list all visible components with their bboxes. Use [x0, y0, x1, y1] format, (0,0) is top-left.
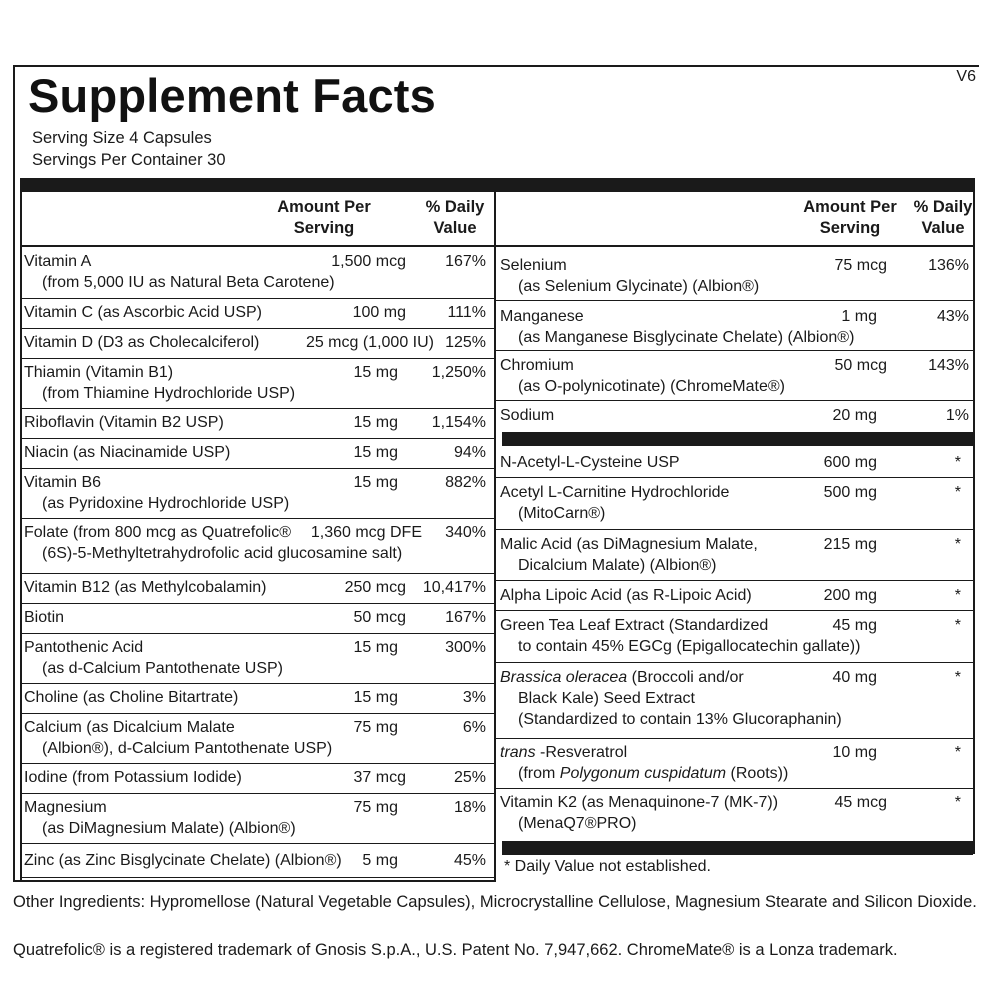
nutrient-name: Vitamin B6 (as Pyridoxine Hydrochloride USP): [24, 474, 290, 512]
nutrient-dv: *: [954, 484, 961, 501]
other-ingredients: Other Ingredients: Hypromellose (Natural Vegetable Capsules), Microcrystalline Cellulose, Magnesium Stearate and Silicon Dioxide.: [13, 893, 977, 911]
nutrient-dv: *: [954, 536, 961, 553]
nutrient-name: Calcium (as Dicalcium Malate (Albion®), d-Calcium Pantothenate USP): [24, 719, 333, 757]
list-item: [20, 844, 494, 878]
list-item: [496, 530, 973, 581]
list-item: [20, 764, 494, 794]
nutrient-dv: *: [954, 744, 961, 761]
nutrient-dv: 882%: [445, 474, 486, 491]
list-item: [20, 519, 494, 574]
list-item: [20, 329, 494, 359]
nutrient-dv: 18%: [453, 799, 486, 816]
nutrient-name: trans -Resveratrol (from Polygonum cuspidatum (Roots)): [500, 744, 789, 782]
nutrient-amount: 45 mcg: [834, 794, 887, 811]
nutrient-name: Chromium (as O-polynicotinate) (ChromeMate®): [500, 357, 785, 395]
list-item: [20, 469, 494, 519]
nutrient-name: Vitamin A (from 5,000 IU as Natural Beta Carotene): [24, 253, 335, 291]
daily-value-footnote: * Daily Value not established.: [504, 858, 711, 875]
nutrient-name: Thiamin (Vitamin B1) (from Thiamine Hydrochloride USP): [24, 364, 296, 402]
nutrient-dv: 1%: [945, 407, 969, 424]
nutrient-name: Vitamin B12 (as Methylcobalamin): [24, 579, 267, 596]
list-item: [20, 634, 494, 684]
list-item: [20, 359, 494, 409]
list-item: [496, 301, 973, 351]
panel-bottom-border: [13, 880, 496, 882]
nutrient-dv: *: [954, 617, 961, 634]
left-dv-header: % Daily Value: [425, 198, 485, 237]
list-item: [496, 248, 973, 301]
nutrient-amount: 15 mg: [353, 414, 398, 431]
nutrient-amount: 1,500 mcg: [331, 253, 406, 270]
list-item: [20, 714, 494, 764]
nutrient-name: Manganese (as Manganese Bisglycinate Chelate) (Albion®): [500, 308, 855, 346]
left-header-rule: [20, 245, 494, 247]
nutrient-name: Malic Acid (as DiMagnesium Malate, Dicalcium Malate) (Albion®): [500, 536, 758, 574]
nutrient-amount: 500 mg: [823, 484, 877, 501]
right-other-ingredient-list: [496, 447, 973, 841]
list-item: [20, 604, 494, 634]
trademark-notice: Quatrefolic® is a registered trademark of Gnosis S.p.A., U.S. Patent No. 7,947,662. ChromeMate® is a Lonza trademark.: [13, 941, 898, 959]
right-border: [973, 192, 975, 854]
nutrient-name: Biotin: [24, 609, 65, 626]
nutrient-amount: 37 mcg: [353, 769, 406, 786]
nutrient-name: Selenium (as Selenium Glycinate) (Albion®): [500, 257, 760, 295]
list-item: [496, 581, 973, 611]
list-item: [496, 351, 973, 401]
nutrient-amount: 15 mg: [353, 474, 398, 491]
nutrient-dv: 111%: [447, 304, 486, 321]
nutrient-name: Iodine (from Potassium Iodide): [24, 769, 242, 786]
nutrient-dv: 43%: [936, 308, 969, 325]
nutrient-name: Vitamin C (as Ascorbic Acid USP): [24, 304, 263, 321]
nutrient-amount: 50 mcg: [834, 357, 887, 374]
nutrient-name: Acetyl L-Carnitine Hydrochloride (MitoCarn®): [500, 484, 730, 522]
nutrient-name: Choline (as Choline Bitartrate): [24, 689, 239, 706]
list-item: [20, 439, 494, 469]
nutrient-dv: 45%: [453, 852, 486, 869]
nutrient-amount: 1,360 mcg DFE: [310, 524, 422, 541]
nutrient-amount: 20 mg: [832, 407, 877, 424]
nutrient-dv: 143%: [928, 357, 969, 374]
nutrient-dv: 125%: [445, 334, 486, 351]
nutrient-name: N-Acetyl-L-Cysteine USP: [500, 454, 680, 471]
right-bottom-divider-bar: [502, 841, 973, 855]
list-item: [20, 794, 494, 844]
nutrient-amount: 215 mg: [823, 536, 877, 553]
nutrient-amount: 50 mcg: [353, 609, 406, 626]
list-item: [20, 409, 494, 439]
nutrient-amount: 5 mg: [362, 852, 398, 869]
list-item: [496, 611, 973, 663]
nutrient-dv: 300%: [445, 639, 486, 656]
nutrient-amount: 10 mg: [832, 744, 877, 761]
right-amount-header: Amount Per Serving: [803, 198, 897, 237]
list-item: [496, 789, 973, 841]
nutrient-dv: 94%: [453, 444, 486, 461]
list-item: [496, 447, 973, 478]
nutrient-name: Pantothenic Acid (as d-Calcium Pantothenate USP): [24, 639, 283, 677]
right-header-rule: [496, 245, 974, 247]
nutrient-name: Magnesium (as DiMagnesium Malate) (Albion®): [24, 799, 296, 837]
nutrient-dv: 1,250%: [431, 364, 486, 381]
nutrient-name: Alpha Lipoic Acid (as R-Lipoic Acid): [500, 587, 752, 604]
right-mineral-list: [496, 248, 973, 432]
nutrient-amount: 40 mg: [832, 669, 877, 686]
nutrient-dv: 3%: [462, 689, 486, 706]
nutrient-amount: 100 mg: [352, 304, 406, 321]
nutrient-dv: 340%: [445, 524, 486, 541]
nutrient-dv: *: [954, 794, 961, 811]
nutrient-dv: *: [954, 669, 961, 686]
nutrient-amount: 15 mg: [353, 444, 398, 461]
right-mid-divider-bar: [502, 432, 973, 446]
left-nutrient-list: [20, 248, 494, 882]
servings-per-container: Servings Per Container 30: [32, 151, 226, 169]
nutrient-amount: 75 mg: [353, 799, 398, 816]
panel-title: Supplement Facts: [28, 69, 437, 122]
nutrient-name: Vitamin K2 (as Menaquinone-7 (MK-7)) (MenaQ7®PRO): [500, 794, 779, 832]
nutrient-amount: 250 mcg: [344, 579, 406, 596]
nutrient-dv: 6%: [462, 719, 486, 736]
nutrient-dv: 136%: [928, 257, 969, 274]
nutrient-dv: 10,417%: [422, 579, 486, 596]
nutrient-name: Sodium: [500, 407, 555, 424]
nutrient-name: Riboflavin (Vitamin B2 USP): [24, 414, 224, 431]
nutrient-dv: 167%: [445, 609, 486, 626]
nutrient-amount: 45 mg: [832, 617, 877, 634]
version-label: V6: [956, 68, 976, 85]
nutrient-name: Green Tea Leaf Extract (Standardized to contain 45% EGCg (Epigallocatechin gallate)): [500, 617, 861, 655]
nutrient-amount: 25 mcg (1,000 IU): [305, 334, 434, 351]
nutrient-amount: 75 mcg: [834, 257, 887, 274]
list-item: [496, 663, 973, 739]
right-dv-header: % Daily Value: [913, 198, 973, 237]
nutrient-amount: 15 mg: [353, 689, 398, 706]
nutrient-dv: 25%: [453, 769, 486, 786]
nutrient-name: Vitamin D (D3 as Cholecalciferol): [24, 334, 260, 351]
nutrient-dv: 1,154%: [431, 414, 486, 431]
nutrient-amount: 75 mg: [353, 719, 398, 736]
left-amount-header: Amount Per Serving: [277, 198, 371, 237]
list-item: [20, 574, 494, 604]
list-item: [496, 478, 973, 530]
nutrient-amount: 200 mg: [823, 587, 877, 604]
nutrient-amount: 15 mg: [353, 639, 398, 656]
nutrient-amount: 1 mg: [841, 308, 877, 325]
top-divider-bar: [20, 178, 975, 192]
serving-size: Serving Size 4 Capsules: [32, 129, 212, 147]
nutrient-dv: 167%: [445, 253, 486, 270]
nutrient-name: Niacin (as Niacinamide USP): [24, 444, 231, 461]
nutrient-dv: *: [954, 454, 961, 471]
list-item: [20, 248, 494, 299]
list-item: [496, 739, 973, 789]
nutrient-name: Zinc (as Zinc Bisglycinate Chelate) (Albion®): [24, 852, 342, 869]
list-item: [496, 401, 973, 432]
nutrient-amount: 15 mg: [353, 364, 398, 381]
nutrient-name: Folate (from 800 mcg as Quatrefolic® (6S)-5-Methyltetrahydrofolic acid glucosamine salt): [24, 524, 403, 562]
nutrient-dv: *: [954, 587, 961, 604]
nutrient-amount: 600 mg: [823, 454, 877, 471]
list-item: [20, 684, 494, 714]
nutrient-name: Brassica oleracea (Broccoli and/or Black Kale) Seed Extract (Standardized to contain 13% Glucoraphanin): [500, 669, 842, 728]
list-item: [20, 299, 494, 329]
